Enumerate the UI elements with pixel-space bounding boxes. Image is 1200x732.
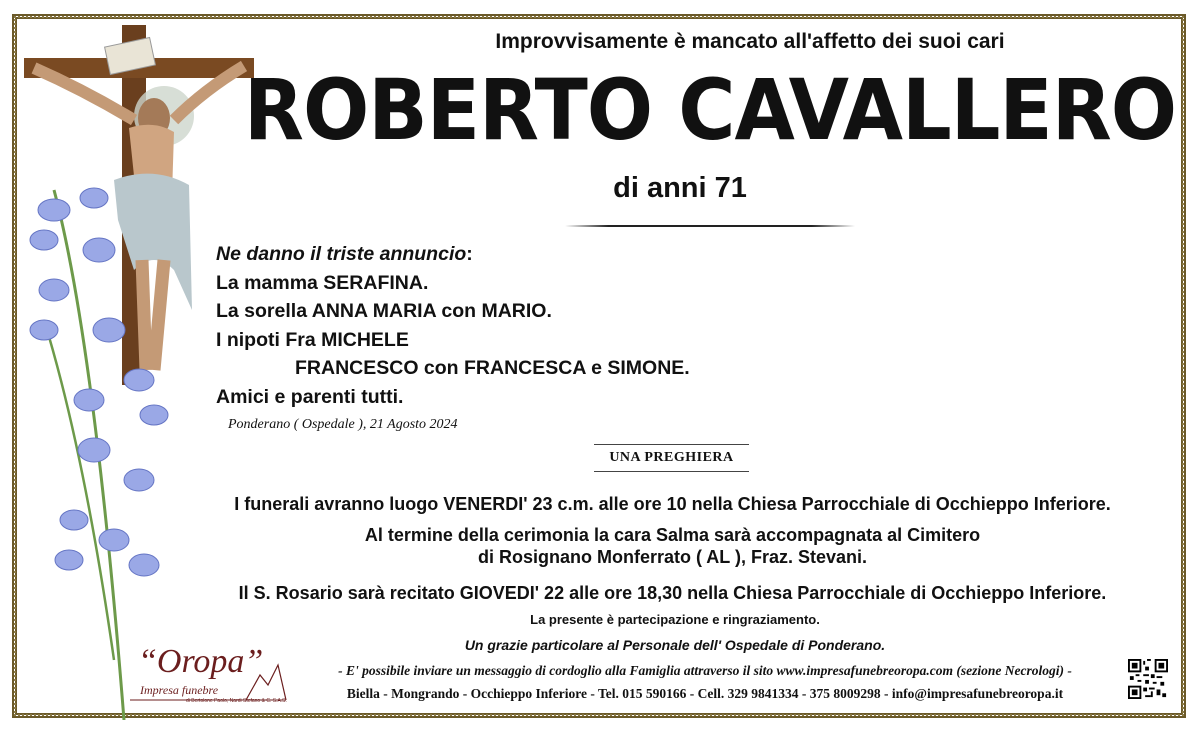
qr-code[interactable] (1128, 659, 1168, 699)
footer-website-line: - E' possibile inviare un messaggio di cordoglio alla Famiglia attraverso il sito www.impresafunebreoropa.com (sezione Necrologi) - (338, 663, 1072, 678)
logo-owners: di Bertolone Paolo, Nardi Stefano & C. S.A.S. (186, 698, 287, 704)
thanks-line: Un grazie particolare al Personale dell' Ospedale di Ponderano. (464, 637, 886, 653)
burial-line: Al termine della cerimonia la cara Salma sarà accompagnata al Cimitero (364, 525, 981, 545)
footer-contacts-line: Biella - Mongrando - Occhieppo Inferiore - Tel. 015 590166 - Cell. 329 9841334 - 375 8009298 - info@impresafunebreoropa.it (346, 686, 1064, 701)
place-date: Ponderano ( Ospedale ), 21 Agosto 2024 (228, 417, 458, 432)
announcement (216, 240, 690, 411)
divider (565, 225, 855, 227)
family-line: La mamma SERAFINA. (216, 271, 429, 294)
logo-wordmark: “Oropa” (138, 643, 264, 680)
logo-subtitle: Impresa funebre (140, 683, 219, 697)
announcement-colon: : (466, 243, 473, 265)
deceased-name: ROBERTO CAVALLERO (243, 62, 1177, 160)
funeral-home-logo (128, 645, 288, 707)
family-line: I nipoti Fra MICHELE (216, 328, 409, 351)
family-line: La sorella ANNA MARIA con MARIO. (216, 300, 552, 322)
family-line: Amici e parenti tutti. (216, 385, 404, 408)
burial-line: di Rosignano Monferrato ( AL ), Fraz. Stevani. (477, 547, 868, 567)
rosary-line: Il S. Rosario sarà recitato GIOVEDI' 22 alle ore 18,30 nella Chiesa Parrocchiale di Occhieppo Inferiore. (238, 583, 1107, 603)
funeral-line: I funerali avranno luogo VENERDI' 23 c.m. alle ore 10 nella Chiesa Parrocchiale di Occhieppo Inferiore. (234, 494, 1111, 514)
announcement-lead: Ne danno il triste annuncio (216, 243, 467, 265)
prayer-label: UNA PREGHIERA (594, 444, 749, 472)
participation-note: La presente è partecipazione e ringraziamento. (530, 612, 820, 627)
family-line: FRANCESCO con FRANCESCA e SIMONE. (295, 357, 690, 379)
intro-line: Improvvisamente è mancato all'affetto dei suoi cari (495, 30, 1005, 53)
age-line: di anni 71 (613, 172, 747, 204)
announcement-lead-line (216, 240, 690, 269)
burial-lines (150, 524, 1195, 568)
